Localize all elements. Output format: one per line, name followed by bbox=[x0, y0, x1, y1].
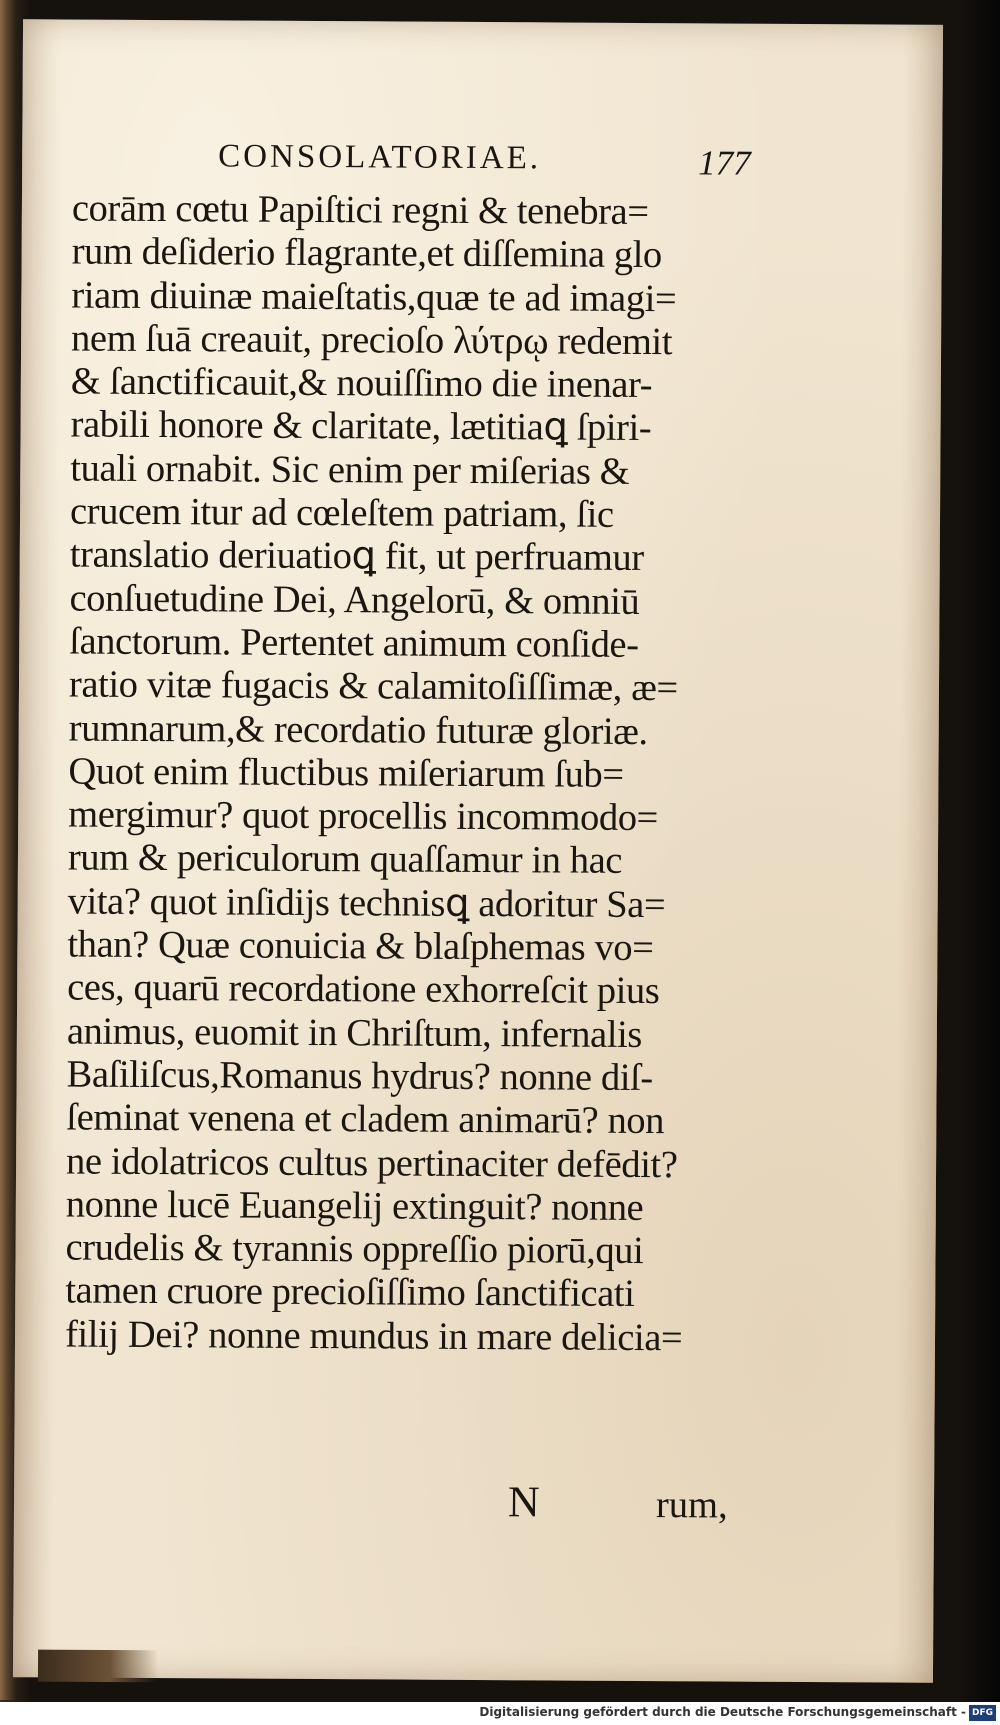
text-line: rabili honore & claritate, lætitiaꝗ ſpiri- bbox=[70, 403, 652, 450]
text-line: mergimur? quot procellis incommodo= bbox=[68, 793, 659, 840]
text-line: animus, euomit in Chriſtum, infernalis bbox=[66, 1010, 643, 1056]
text-line: ſeminat venena et cladem animarū? non bbox=[66, 1096, 665, 1143]
text-line: ne idolatricos cultus pertinaciter defēdit? bbox=[65, 1140, 678, 1186]
text-line: rumnarum,& recordatio futuræ gloriæ. bbox=[68, 707, 648, 753]
text-line: rum & periculorum quaſſamur in hac bbox=[67, 836, 623, 883]
text-line: corām cœtu Papiſtici regni & tenebra= bbox=[71, 187, 649, 234]
text-line: vita? quot inſidijs technisꝗ adoritur Sa= bbox=[67, 880, 666, 926]
text-line: rum deſiderio flagrante,et diſſemina glo bbox=[71, 230, 662, 277]
running-head: CONSOLATORIAE. bbox=[218, 138, 542, 177]
text-line: ratio vitæ fugacis & calamitoſiſſimæ, æ= bbox=[68, 663, 678, 710]
digitization-footer bbox=[0, 1702, 1000, 1725]
book-page bbox=[13, 19, 943, 1683]
text-line: tamen cruore precioſiſſimo ſanctificati bbox=[65, 1269, 635, 1316]
text-line: filij Dei? nonne mundus in mare delicia= bbox=[64, 1313, 683, 1359]
text-line: nem ſuā creauit, precioſo λύτρῳ redemit bbox=[70, 317, 673, 364]
text-line: than? Quæ conuicia & blaſphemas vo= bbox=[67, 923, 654, 970]
funding-credit: Digitalisierung gefördert durch die Deutsche Forschungsgemeinschaft - bbox=[479, 1705, 966, 1719]
dfg-logo: DFG bbox=[969, 1705, 996, 1721]
text-line: riam diuinæ maieſtatis,quæ te ad imagi= bbox=[71, 274, 677, 320]
text-line: Quot enim fluctibus miſeriarum ſub= bbox=[68, 750, 624, 796]
catchword: rum, bbox=[655, 1484, 728, 1527]
page-header bbox=[218, 138, 778, 191]
text-line: Baſiliſcus,Romanus hydrus? nonne diſ- bbox=[66, 1053, 653, 1100]
text-line: ces, quarū recordatione exhorreſcit pius bbox=[67, 966, 660, 1013]
text-line: & ſanctificauit,& nouiſſimo die inenar- bbox=[70, 360, 653, 407]
text-line: crucem itur ad cœleſtem patriam, ſic bbox=[69, 490, 614, 536]
text-line: crudelis & tyrannis oppreſſio piorū,qui bbox=[65, 1226, 644, 1273]
signature-mark: N bbox=[507, 1477, 540, 1527]
text-line: conſuetudine Dei, Angelorū, & omniū bbox=[69, 577, 640, 623]
text-line: nonne lucē Euangelij extinguit? nonne bbox=[65, 1183, 644, 1229]
body-text bbox=[65, 188, 812, 1362]
text-line: tuali ornabit. Sic enim per miſerias & bbox=[70, 447, 630, 493]
page-number: 177 bbox=[698, 143, 751, 183]
page-stain bbox=[38, 1650, 158, 1683]
text-line: translatio deriuatioꝗ fit, ut perfruamur bbox=[69, 533, 644, 580]
text-line: ſanctorum. Pertentet animum conſide- bbox=[69, 620, 639, 666]
